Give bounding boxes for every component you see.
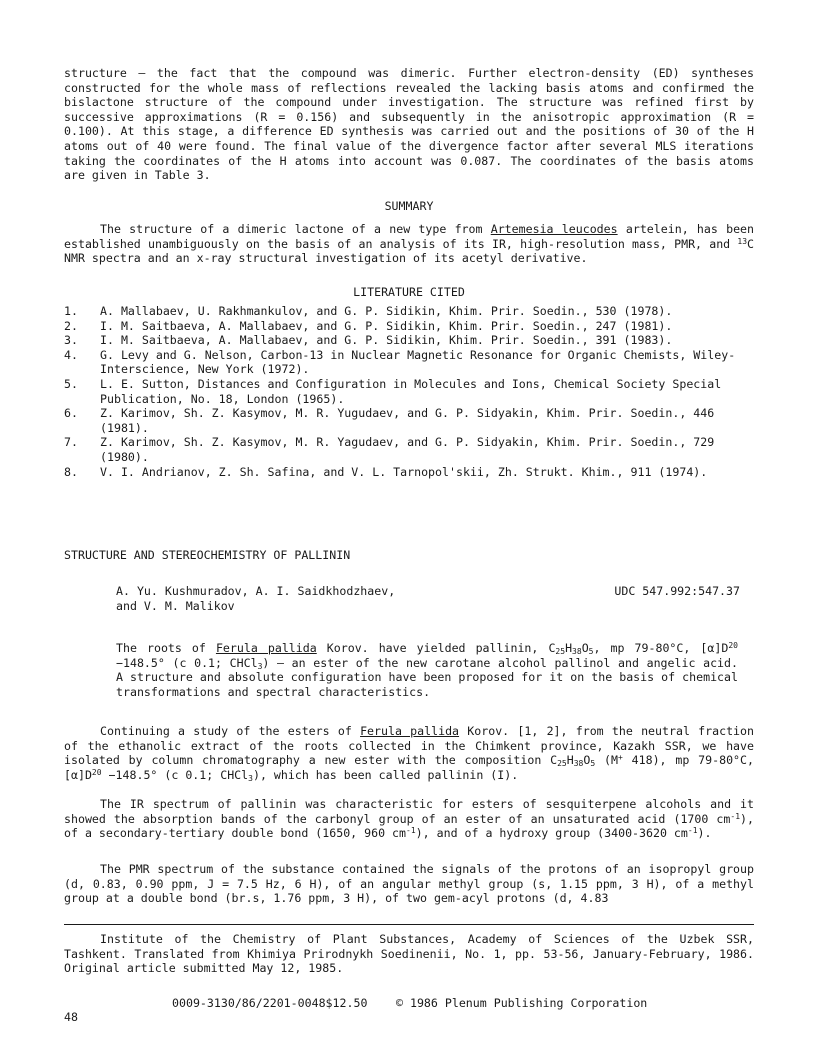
udc-code: UDC 547.992:547.37 xyxy=(614,584,740,598)
continued-paragraph: structure — the fact that the compound was dimeric. Further electron-density (ED) syntheses constructed for the whole mass of reflections revealed the lacking basis atoms and confirmed the bislactone structure of the compound under investigation. The structure was refined first by successive approximations (R = 0.156) and subsequently in the anisotropic approximation (R = 0.100). At this stage, a difference ED synthesis was carried out and the positions of 30 of the H atoms out of 40 were found. The final value of the divergence factor after several MLS iterations taking the coordinates of the H atoms into account was 0.087. The coordinates of the basis atoms are given in Table 3. xyxy=(64,66,754,183)
body-paragraph-2: The IR spectrum of pallinin was characteristic for esters of sesquiterpene alcohols and it showed the absorption bands of the carbonyl group of an ester of an unsaturated acid (1700 $cm^{-1}$), of a secondary-tertiary double bond (1650, 960 $cm^{-1}$), and of a hydroxy group (3400-3620 $cm^{-1}$). xyxy=(64,797,754,841)
footer-affiliation: Institute of the Chemistry of Plant Substances, Academy of Sciences of the Uzbek SSR, Tashkent. Translated from Khimiya Prirodnykh Soedinenii, No. 1, pp. 53-56, January-February, 1986. Original article submitted May 12, 1985. xyxy=(64,932,754,976)
article-title: STRUCTURE AND STEREOCHEMISTRY OF PALLININ xyxy=(64,548,351,562)
literature-heading: LITERATURE CITED xyxy=(353,285,465,299)
reference-item: 6. Z. Karimov, Sh. Z. Kasymov, M. R. Yugudaev, and G. P. Sidyakin, Khim. Prir. Soedin., 446 (1981). xyxy=(64,406,715,435)
page-number: 48 xyxy=(64,1010,78,1024)
species-name: Ferula pallida xyxy=(360,724,460,738)
reference-list xyxy=(64,304,754,479)
footer-divider xyxy=(64,924,754,925)
reference-item: 1. A. Mallabaev, U. Rakhmankulov, and G. P. Sidikin, Khim. Prir. Soedin., 530 (1978). xyxy=(64,304,673,318)
reference-item: 7. Z. Karimov, Sh. Z. Kasymov, M. R. Yagudaev, and G. P. Sidyakin, Khim. Prir. Soedin., 729 (1980). xyxy=(64,435,715,464)
reference-item: 3. I. M. Saitbaeva, A. Mallabaev, and G. P. Sidikin, Khim. Prir. Soedin., 391 (1983). xyxy=(64,333,673,348)
summary-text: The structure of a dimeric lactone of a new type from Artemesia leucodes artelein, has been established unambiguously on the basis of an analysis of its IR, high-resolution mass, PMR, and $^{13}$C NMR spectra and an x-ray structural investigation of its acetyl derivative. xyxy=(64,222,755,266)
reference-item: 8. V. I. Andrianov, Z. Sh. Safina, and V. L. Tarnopol'skii, Zh. Strukt. Khim., 911 (1974). xyxy=(64,464,708,479)
reference-item: 4. G. Levy and G. Nelson, Carbon-13 in Nuclear Magnetic Resonance for Organic Chemists, Wiley-Interscience, New York (1972). xyxy=(64,347,736,377)
species-name: Artemesia leucodes xyxy=(490,222,618,236)
reference-item: 5. L. E. Sutton, Distances and Configuration in Molecules and Ions, Chemical Society Special Publication, No. 18, London (1965). xyxy=(64,376,722,406)
reference-item: 2. I. M. Saitbaeva, A. Mallabaev, and G. P. Sidikin, Khim. Prir. Soedin., 247 (1981). xyxy=(64,318,673,333)
article-code: 0009-3130/86/2201-0048$12.50 xyxy=(172,996,368,1010)
body-paragraph-3: The PMR spectrum of the substance contained the signals of the protons of an isopropyl group (d, 0.83, 0.90 ppm, J = 7.5 Hz, 6 H), of an angular methyl group (s, 1.15 ppm, 3 H), of a methyl group at a double bond (br.s, 1.76 ppm, 3 H), of two gem-acyl protons (d, 4.83 xyxy=(64,862,754,906)
body-paragraph-1: Continuing a study of the esters of Ferula pallida Korov. [1, 2], from the neutral fraction of the ethanolic extract of the roots collected in the Chimkent province, Kazakh SSR, we have isolated by column chromatography a new ester with the composition $C_{25}H_{38}O_5$ (M+ 418), mp 79-80°C, $[\alpha]D^{20} -148.5^\circ$ (c 0.1; CHCl$_3$), which has been called pallinin (I). xyxy=(64,724,754,783)
summary-heading: SUMMARY xyxy=(384,199,434,213)
abstract: The roots of Ferula pallida Korov. have yielded pallinin, $C_{25}H_{38}O_5$, mp 79-80°C, $[\alpha]D^{20} -148.5^\circ$ (c 0.1; CHCl$_3$) — an ester of the new carotane alcohol pallinol and angelic acid. A structure and absolute configuration have been proposed for it on the basis of chemical transformations and spectral characteristics. xyxy=(116,641,738,699)
author-list: A. Yu. Kushmuradov, A. I. Saidkhodzhaev, and V. M. Malikov xyxy=(116,584,396,613)
copyright-notice: © 1986 Plenum Publishing Corporation xyxy=(396,996,648,1010)
species-name: Ferula pallida xyxy=(215,641,317,655)
